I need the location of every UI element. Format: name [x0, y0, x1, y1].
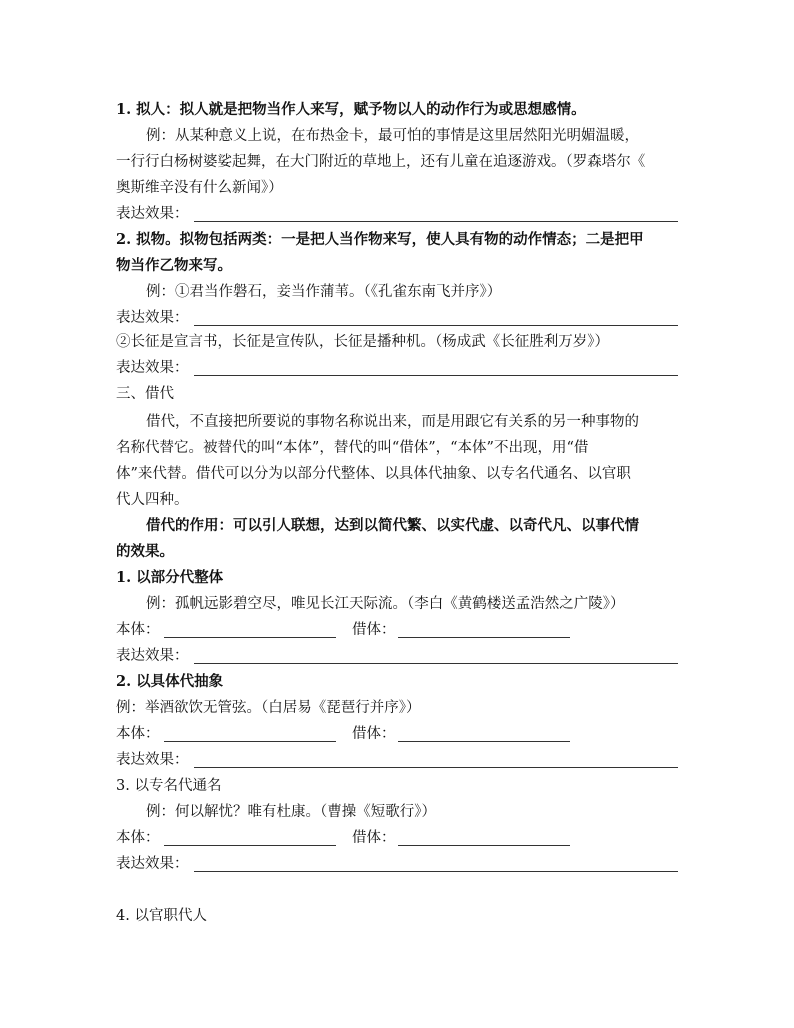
effect-label: 表达效果：: [116, 648, 189, 664]
jieti-blank[interactable]: [398, 845, 570, 846]
section-1-example-line-2: 一行行白杨树婆娑起舞，在大门附近的草地上，还有儿童在追逐游戏。（罗森塔尔《: [116, 154, 646, 170]
jieti-label: 借体：: [352, 830, 396, 846]
answer-blank[interactable]: [194, 871, 678, 872]
jieti-label: 借体：: [352, 726, 396, 742]
section-1-example-line-3: 奥斯维辛没有什么新闻》）: [116, 180, 283, 196]
subsection-1-example: 例：孤帆远影碧空尽，唯见长江天际流。（李白《黄鹤楼送孟浩然之广陵》）: [146, 596, 625, 612]
benti-jieti-row-3: [116, 828, 678, 848]
benti-jieti-row-1: [116, 620, 678, 640]
effect-row-6: [116, 854, 678, 874]
section-3-definition-line-1: 借代，不直接把所要说的事物名称说出来，而是用跟它有关系的另一种事物的: [146, 414, 639, 430]
subsection-4-title: 4. 以官职代人: [116, 908, 207, 924]
effect-label: 表达效果：: [116, 206, 189, 222]
effect-row-3: [116, 358, 678, 378]
section-3-definition-line-3: 体”来代替。借代可以分为以部分代整体、以具体代抽象、以专名代通名、以官职: [116, 466, 631, 482]
benti-blank[interactable]: [164, 741, 336, 742]
benti-label: 本体：: [116, 726, 160, 742]
benti-blank[interactable]: [164, 637, 336, 638]
answer-blank[interactable]: [194, 325, 678, 326]
subsection-1-title: 1. 以部分代整体: [116, 569, 224, 586]
benti-label: 本体：: [116, 830, 160, 846]
jieti-blank[interactable]: [398, 637, 570, 638]
jieti-blank[interactable]: [398, 741, 570, 742]
section-3-usage-line-1: 借代的作用：可以引人联想，达到以简代繁、以实代虚、以奇代凡、以事代情: [146, 517, 639, 534]
effect-label: 表达效果：: [116, 752, 189, 768]
effect-row-4: [116, 646, 678, 666]
benti-label: 本体：: [116, 622, 160, 638]
effect-row-5: [116, 750, 678, 770]
answer-blank[interactable]: [194, 663, 678, 664]
effect-row-1: [116, 204, 678, 224]
subsection-3-example: 例：何以解忧？唯有杜康。（曹操《短歌行》）: [146, 804, 436, 820]
subsection-2-example: 例：举酒欲饮无管弦。（白居易《琵琶行并序》）: [116, 700, 421, 716]
section-1-title: 1. 拟人：拟人就是把物当作人来写，赋予物以人的动作行为或思想感情。: [116, 101, 586, 118]
effect-row-2: [116, 308, 678, 328]
benti-blank[interactable]: [164, 845, 336, 846]
section-2-title-line-2: 物当作乙物来写。: [116, 257, 232, 274]
benti-jieti-row-2: [116, 724, 678, 744]
answer-blank[interactable]: [194, 375, 678, 376]
subsection-2-title: 2. 以具体代抽象: [116, 673, 224, 690]
answer-blank[interactable]: [194, 767, 678, 768]
section-3-usage-line-2: 的效果。: [116, 543, 174, 560]
effect-label: 表达效果：: [116, 310, 189, 326]
subsection-3-title: 3. 以专名代通名: [116, 778, 222, 794]
effect-label: 表达效果：: [116, 360, 189, 376]
section-3-definition-line-4: 代人四种。: [116, 492, 189, 508]
section-3-definition-line-2: 名称代替它。被替代的叫“本体”，替代的叫“借体”，“本体”不出现，用“借: [116, 440, 589, 456]
section-2-example-2: ②长征是宣言书，长征是宣传队，长征是播种机。（杨成武《长征胜利万岁》）: [116, 334, 609, 350]
section-1-example-line-1: 例：从某种意义上说，在布热金卡，最可怕的事情是这里居然阳光明媚温暖，: [146, 128, 639, 144]
answer-blank[interactable]: [194, 221, 678, 222]
section-2-title-line-1: 2. 拟物。拟物包括两类：一是把人当作物来写，使人具有物的动作情态；二是把甲: [116, 231, 644, 248]
jieti-label: 借体：: [352, 622, 396, 638]
section-2-example-1: 例：①君当作磐石，妾当作蒲苇。（《孔雀东南飞并序》）: [146, 284, 502, 300]
effect-label: 表达效果：: [116, 856, 189, 872]
section-3-heading: 三、借代: [116, 386, 174, 402]
